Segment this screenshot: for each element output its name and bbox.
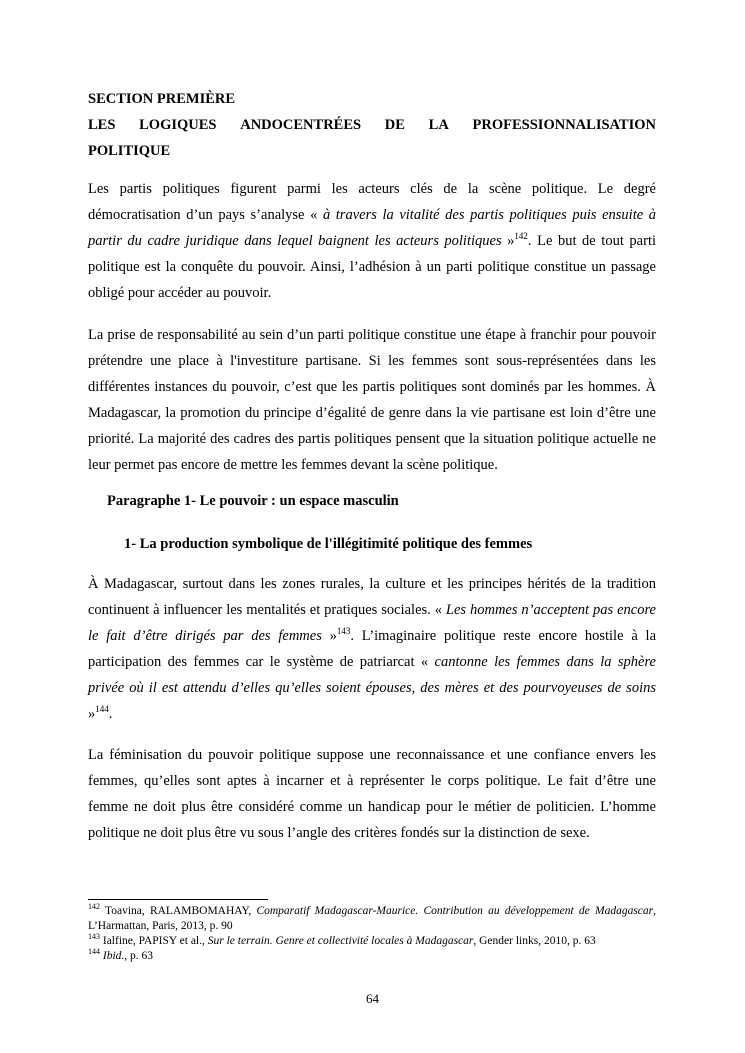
quote: Les hommes n’acceptent pas encore le fait d’être dirigés par des femmes: [88, 602, 656, 644]
paragraph-heading: Paragraphe 1- Le pouvoir : un espace masculin: [107, 493, 399, 509]
sub-heading: 1- La production symbolique de l'illégitimité politique des femmes: [124, 536, 533, 552]
section-title-line2: POLITIQUE: [88, 143, 171, 159]
page-number: 64: [366, 991, 379, 1006]
paragraph-2: La prise de responsabilité au sein d’un parti politique constitue une étape à franchir pour pouvoir prétendre une place à l'investiture partisane. Si les femmes sont sous-représentées dans les différentes instances du pouvoir, c’est que les partis politiques sont dominés par les hommes. À Madagascar, la promotion du principe d’égalité de genre dans la vie partisane est loin d’être une priorité. La majorité des cadres des partis politiques pensent que la situation politique actuelle ne leur permet pas encore de mettre les femmes devant la scène politique.: [88, 327, 656, 473]
footnote-ref[interactable]: 143: [336, 626, 351, 637]
title-word: LOGIQUES: [139, 117, 217, 133]
title-word: ANDOCENTRÉES: [240, 117, 362, 133]
title-word: LA: [428, 117, 449, 133]
section-label: SECTION PREMIÈRE: [88, 91, 236, 107]
footnote-ref[interactable]: 144: [95, 704, 109, 715]
paragraph-3: À Madagascar, surtout dans les zones rurales, la culture et les principes hérités de la tradition continuent à influencer les mentalités et pratiques sociales. « Les hommes n’acceptent pas encore le fait d’être dirigés par des femmes »$^{143}$. L’imaginaire politique reste encore hostile à la participation des femmes car le système de patriarcat « cantonne les femmes dans la sphère privée où il est attendu d’elles qu’elles soient épouses, des mères et des pourvoyeuses de soins »$^{144}$.: [88, 576, 657, 722]
footnote: $^{144}$ Ibid., p. 63: [88, 947, 154, 962]
footnote-separator: [88, 899, 268, 900]
quote: cantonne les femmes dans la sphère privée où il est attendu d’elles qu’elles soient épouses, des mères et des pourvoyeuses de soins: [88, 654, 656, 696]
footnote-ref[interactable]: 142: [514, 231, 528, 242]
title-word: DE: [384, 117, 405, 133]
footnote: $^{143}$ Ialfine, PAPISY et al., Sur le terrain. Genre et collectivité locales à Madagascar, Gender links, 2010, p. 63: [88, 932, 596, 947]
section-title-line1: [88, 112, 656, 138]
section-heading: [88, 86, 656, 164]
footnote: $^{142}$ Toavina, RALAMBOMAHAY, Comparatif Madagascar-Maurice. Contribution au développement de Madagascar, L’Harmattan, Paris, 2013, p. 90: [88, 902, 656, 932]
title-word: LES: [88, 117, 116, 133]
quote: à travers la vitalité des partis politiques puis ensuite à partir du cadre juridique dans lequel baignent les acteurs politiques: [88, 207, 657, 249]
paragraph-1: Les partis politiques figurent parmi les acteurs clés de la scène politique. Le degré démocratisation d’un pays s’analyse « à travers la vitalité des partis politiques puis ensuite à partir du cadre juridique dans lequel baignent les acteurs politiques »$^{142}$. Le but de tout parti politique est la conquête du pouvoir. Ainsi, l’adhésion à un parti politique constitue un passage obligé pour accéder au pouvoir.: [88, 181, 657, 301]
title-word: PROFESSIONNALISATION: [472, 117, 656, 133]
footnotes: [88, 904, 656, 964]
paragraph-4: La féminisation du pouvoir politique suppose une reconnaissance et une confiance envers les femmes, qu’elles sont aptes à incarner et à représenter le corps politique. Le fait d’être une femme ne doit plus être considéré comme un handicap pour le métier de politicien. L’homme politique ne doit plus être vu sous l’angle des critères fondés sur la distinction de sexe.: [88, 747, 656, 841]
